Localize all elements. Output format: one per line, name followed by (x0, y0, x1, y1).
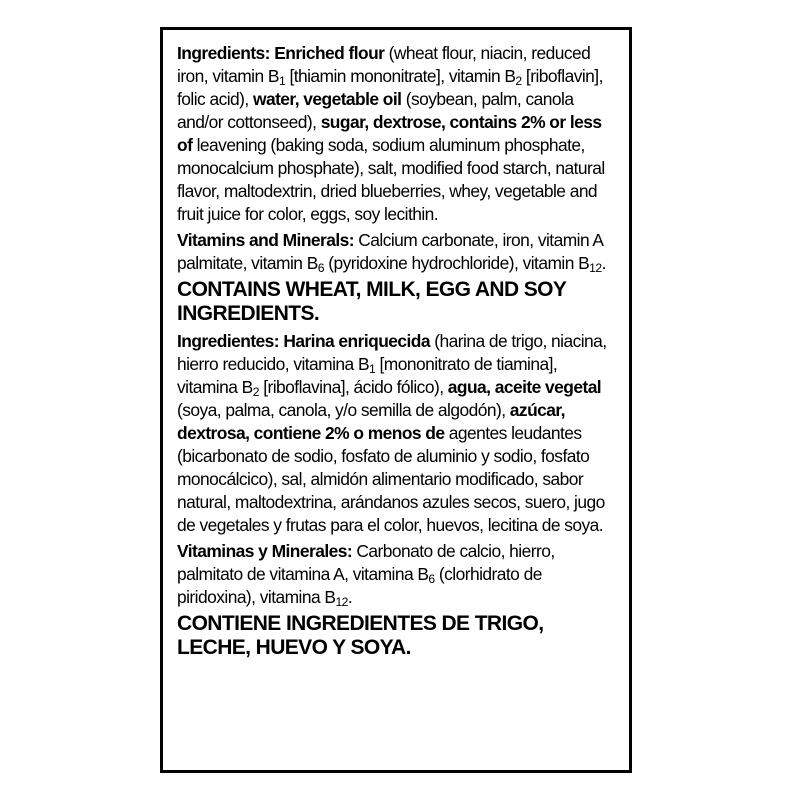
bold-text: azúcar, dextrosa, contiene 2% o menos de (177, 400, 565, 443)
text-run: Carbonato de calcio, hierro, palmitato de vitamina A, vitamina B (177, 541, 555, 584)
text-run: . (601, 253, 606, 273)
text-run: (pyridoxine hydrochloride), vitamin B (323, 253, 590, 273)
bold-text: agua, aceite vegetal (447, 377, 602, 397)
english-ingredients (177, 42, 617, 226)
ingredients-label (160, 27, 632, 773)
spanish-allergen-statement: CONTIENE INGREDIENTES DE TRIGO, LECHE, HUEVO Y SOYA. (177, 612, 544, 659)
subscript: 1 (369, 362, 376, 376)
bold-text: water, vegetable oil (252, 89, 402, 109)
text-run: [riboflavin], folic acid), (177, 66, 603, 109)
text-run: (wheat flour, niacin, reduced iron, vitamin B (177, 43, 591, 86)
text-run: . (347, 587, 353, 607)
subscript: 2 (515, 74, 522, 88)
subscript: 1 (278, 74, 286, 88)
bold-text: Vitamins and Minerals: (177, 230, 354, 250)
subscript: 12 (589, 261, 602, 275)
bold-text: Vitaminas y Minerales: (177, 541, 353, 561)
subscript: 12 (335, 595, 348, 609)
text-run: [mononitrato de tiamina], vitamina B (177, 354, 558, 397)
bold-text: sugar, dextrose, contains 2% or less of (177, 112, 602, 155)
subscript: 6 (317, 261, 324, 275)
text-run: (clorhidrato de piridoxina), vitamina B (177, 564, 542, 607)
bold-text: Ingredientes: Harina enriquecida (177, 331, 430, 351)
english-vitamins (177, 229, 617, 275)
text-run: leavening (baking soda, sodium aluminum phosphate, monocalcium phosphate), salt, modified food starch, natural flavor, maltodextrin, dried blueberries, whey, vegetable and fruit juice for color, eggs, soy lecithin. (177, 135, 605, 224)
subscript: 6 (428, 572, 435, 586)
spanish-vitamins (177, 540, 617, 609)
text-run: agentes leudantes (bicarbonato de sodio, fosfato de aluminio y sodio, fosfato monocálcico), sal, almidón alimentario modificado, sabor natural, maltodextrina, arándanos azules secos, suero, jugo de vegetales y frutas para el color, huevos, lecitina de soya. (177, 423, 605, 535)
text-run: [riboflavina], ácido fólico), (258, 377, 448, 397)
text-run: (soya, palma, canola, y/o semilla de algodón), (177, 400, 510, 420)
subscript: 2 (252, 385, 259, 399)
text-run: Calcium carbonate, iron, vitamin A palmitate, vitamin B (177, 230, 603, 273)
bold-text: Ingredients: Enriched flour (177, 43, 385, 63)
text-run: (harina de trigo, niacina, hierro reducido, vitamina B (177, 331, 607, 374)
spanish-ingredients (177, 330, 617, 537)
text-run: (soybean, palm, canola and/or cottonseed), (177, 89, 574, 132)
english-allergen-statement: CONTAINS WHEAT, MILK, EGG AND SOY INGREDIENTS. (177, 278, 566, 325)
text-run: [thiamin mononitrate], vitamin B (285, 66, 516, 86)
